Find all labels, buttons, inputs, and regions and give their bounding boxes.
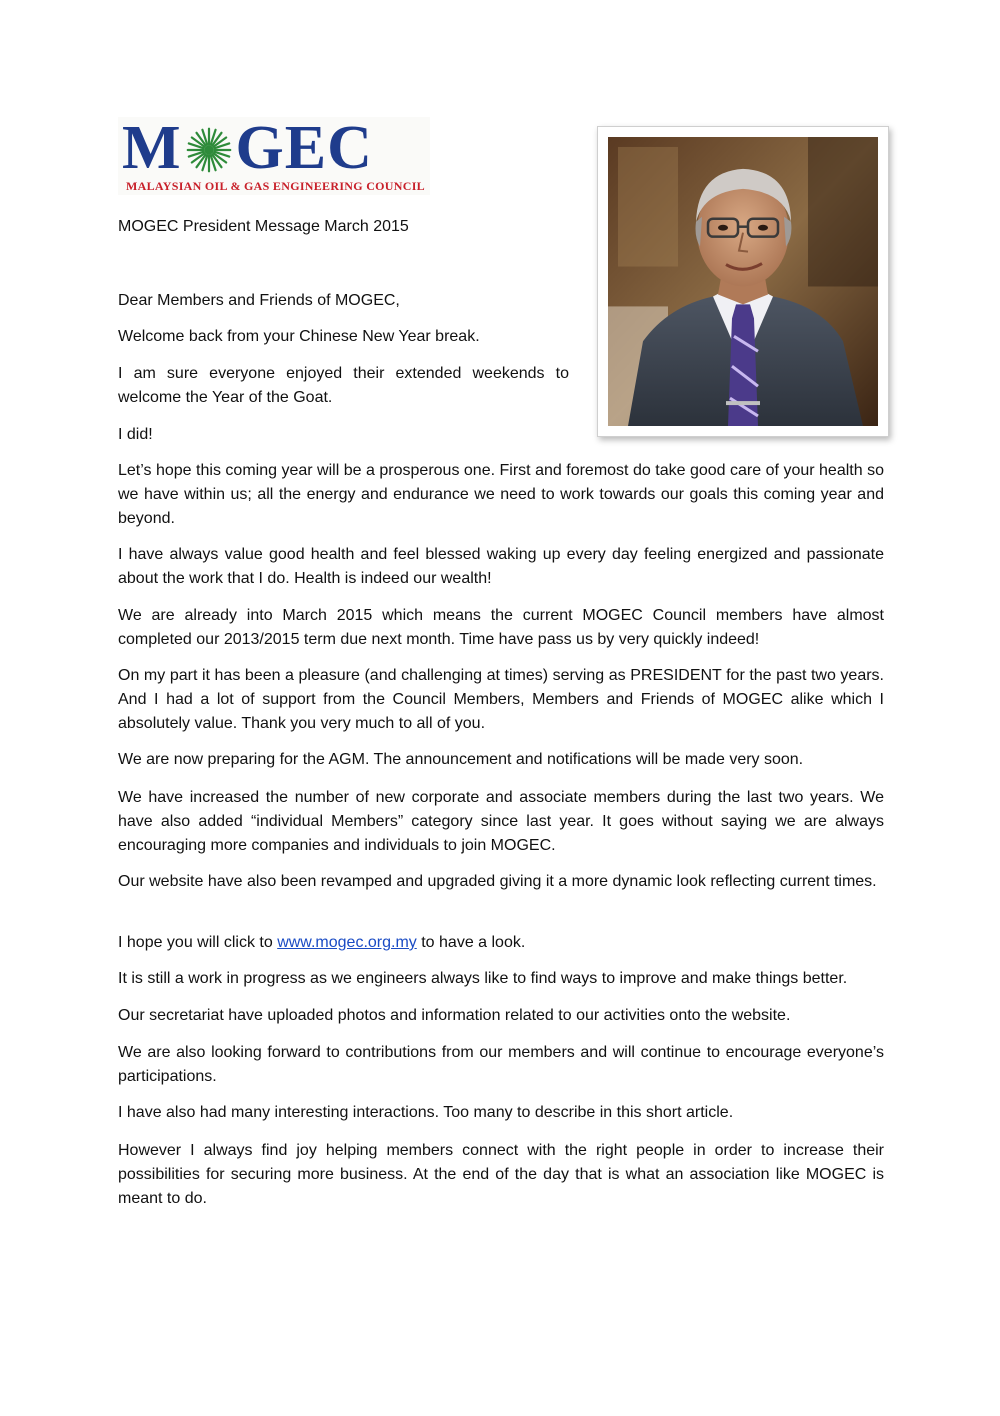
link-lead-text: I hope you will click to bbox=[118, 934, 278, 951]
document-title: MOGEC President Message March 2015 bbox=[118, 218, 409, 235]
paragraph-1: Welcome back from your Chinese New Year break. bbox=[118, 328, 480, 345]
salutation: Dear Members and Friends of MOGEC, bbox=[118, 292, 400, 309]
logo-letter-m: M bbox=[122, 114, 182, 182]
website-link[interactable]: www.mogec.org.my bbox=[277, 934, 417, 951]
paragraph-16: However I always find joy helping members connect with the right people in order to increase their possibilities for securing more business. At the end of the day that is what an association like MOGEC is meant to do. bbox=[118, 1142, 884, 1207]
paragraph-12: It is still a work in progress as we engineers always like to find ways to improve and make things better. bbox=[118, 970, 848, 987]
paragraph-5: I have always value good health and feel blessed waking up every day feeling energized and passionate about the work that I do. Health is indeed our wealth! bbox=[118, 546, 884, 587]
paragraph-2: I am sure everyone enjoyed their extended weekends to welcome the Year of the Goat. bbox=[118, 365, 569, 406]
paragraph-10: Our website have also been revamped and upgraded giving it a more dynamic look reflecting current times. bbox=[118, 873, 877, 890]
paragraph-15: I have also had many interesting interactions. Too many to describe in this short article. bbox=[118, 1104, 734, 1121]
paragraph-4: Let’s hope this coming year will be a prosperous one. First and foremost do take good care of your health so we have within us; all the energy and endurance we need to work towards our goals this coming year and beyond. bbox=[118, 462, 884, 527]
paragraph-14: We are also looking forward to contributions from our members and will continue to encourage everyone’s participations. bbox=[118, 1044, 884, 1085]
paragraph-8: We are now preparing for the AGM. The announcement and notifications will be made very soon. bbox=[118, 751, 804, 768]
link-trail-text: to have a look. bbox=[416, 934, 526, 951]
paragraph-13: Our secretariat have uploaded photos and information related to our activities onto the website. bbox=[118, 1007, 791, 1024]
mogec-logo bbox=[118, 114, 430, 195]
paragraph-website-link bbox=[118, 931, 884, 955]
paragraph-3: I did! bbox=[118, 426, 153, 443]
logo-wordmark bbox=[122, 114, 373, 182]
logo-letters-gec: GEC bbox=[235, 114, 373, 182]
paragraph-9: We have increased the number of new corporate and associate members during the last two years. We have also added “individual Members” category since last year. It goes without saying we are always encouraging more companies and individuals to join MOGEC. bbox=[118, 789, 884, 854]
president-photo-frame bbox=[597, 126, 889, 437]
paragraph-7: On my part it has been a pleasure (and challenging at times) serving as PRESIDENT for the past two years. And I had a lot of support from the Council Members, Members and Friends of MOGEC alike which I absolutely value. Thank you very much to all of you. bbox=[118, 667, 884, 732]
president-portrait-image bbox=[608, 137, 878, 426]
logo-emblem-icon bbox=[185, 124, 233, 176]
logo-tagline: MALAYSIAN OIL & GAS ENGINEERING COUNCIL bbox=[126, 179, 425, 193]
paragraph-6: We are already into March 2015 which means the current MOGEC Council members have almost completed our 2013/2015 term due next month. Time have pass us by very quickly indeed! bbox=[118, 607, 884, 648]
